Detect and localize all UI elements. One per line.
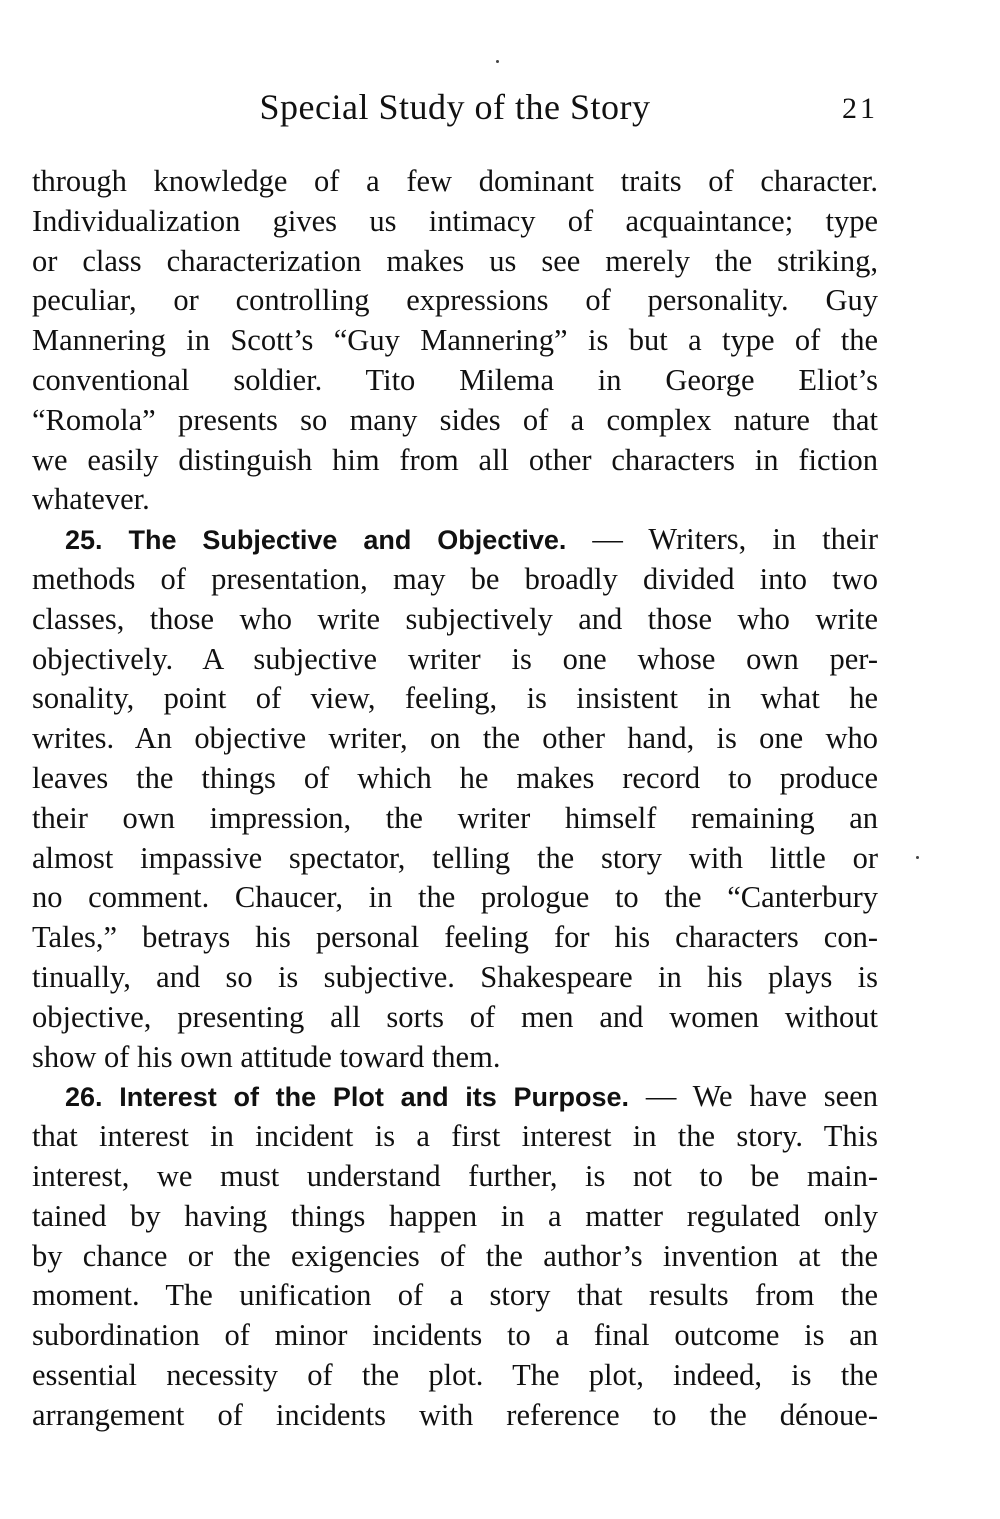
text-line: methods of presentation, may be broadly divided into two: [32, 561, 878, 596]
text-line: leaves the things of which he makes record to produce: [32, 760, 878, 795]
text-line: whatever.: [32, 482, 150, 517]
text-line: we easily distinguish him from all other characters in fiction: [32, 442, 878, 477]
text-line: peculiar, or controlling expressions of personality. Guy: [32, 283, 878, 318]
text-line: tinually, and so is subjective. Shakespeare in his plays is: [32, 959, 878, 994]
text-line: objectively. A subjective writer is one whose own per-: [32, 641, 878, 676]
text-line: their own impression, the writer himself remaining an: [32, 800, 878, 835]
text-line: “Romola” presents so many sides of a complex nature that: [32, 402, 878, 437]
section-heading-line: 25. The Subjective and Objective. — Writers, in their: [65, 522, 878, 557]
text-line: objective, presenting all sorts of men and women without: [32, 999, 878, 1034]
text-line: sonality, point of view, feeling, is insistent in what he: [32, 681, 878, 716]
text-line: or class characterization makes us see merely the striking,: [32, 243, 878, 278]
text-line: Mannering in Scott’s “Guy Mannering” is but a type of the: [32, 323, 878, 358]
text-line: show of his own attitude toward them.: [32, 1039, 501, 1074]
text-line: conventional soldier. Tito Milema in George Eliot’s: [32, 362, 878, 397]
section-heading-line: 26. Interest of the Plot and its Purpose. — We have seen: [65, 1079, 878, 1114]
text-line: tained by having things happen in a matter regulated only: [32, 1198, 878, 1233]
text-line: by chance or the exigencies of the author’s invention at the: [32, 1238, 878, 1273]
text-line: interest, we must understand further, is not to be main-: [32, 1158, 878, 1193]
print-speck: [916, 856, 919, 859]
text-line: Individualization gives us intimacy of acquaintance; type: [32, 203, 878, 238]
page-number: 21: [842, 92, 878, 125]
text-line: moment. The unification of a story that results from the: [32, 1278, 878, 1313]
text-line: arrangement of incidents with reference to the dénoue-: [32, 1397, 878, 1432]
running-title: Special Study of the Story: [259, 87, 651, 127]
text-line: no comment. Chaucer, in the prologue to the “Canterbury: [32, 880, 878, 915]
section-heading: 26. Interest of the Plot and its Purpose.: [65, 1082, 630, 1113]
text-line: Tales,” betrays his personal feeling for his characters con-: [32, 920, 878, 955]
text-line: classes, those who write subjectively and those who write: [32, 601, 878, 636]
text-line: subordination of minor incidents to a final outcome is an: [32, 1318, 878, 1353]
running-head: [32, 82, 878, 132]
body-text: [32, 162, 878, 1436]
text-line: writes. An objective writer, on the other hand, is one who: [32, 721, 878, 756]
text-line: through knowledge of a few dominant traits of character.: [32, 164, 878, 198]
text-line: almost impassive spectator, telling the story with little or: [32, 840, 878, 875]
section-heading: 25. The Subjective and Objective.: [65, 525, 567, 556]
text-line: that interest in incident is a first interest in the story. This: [32, 1119, 878, 1154]
text-line: essential necessity of the plot. The plot, indeed, is the: [32, 1357, 878, 1392]
print-speck: [496, 60, 499, 63]
